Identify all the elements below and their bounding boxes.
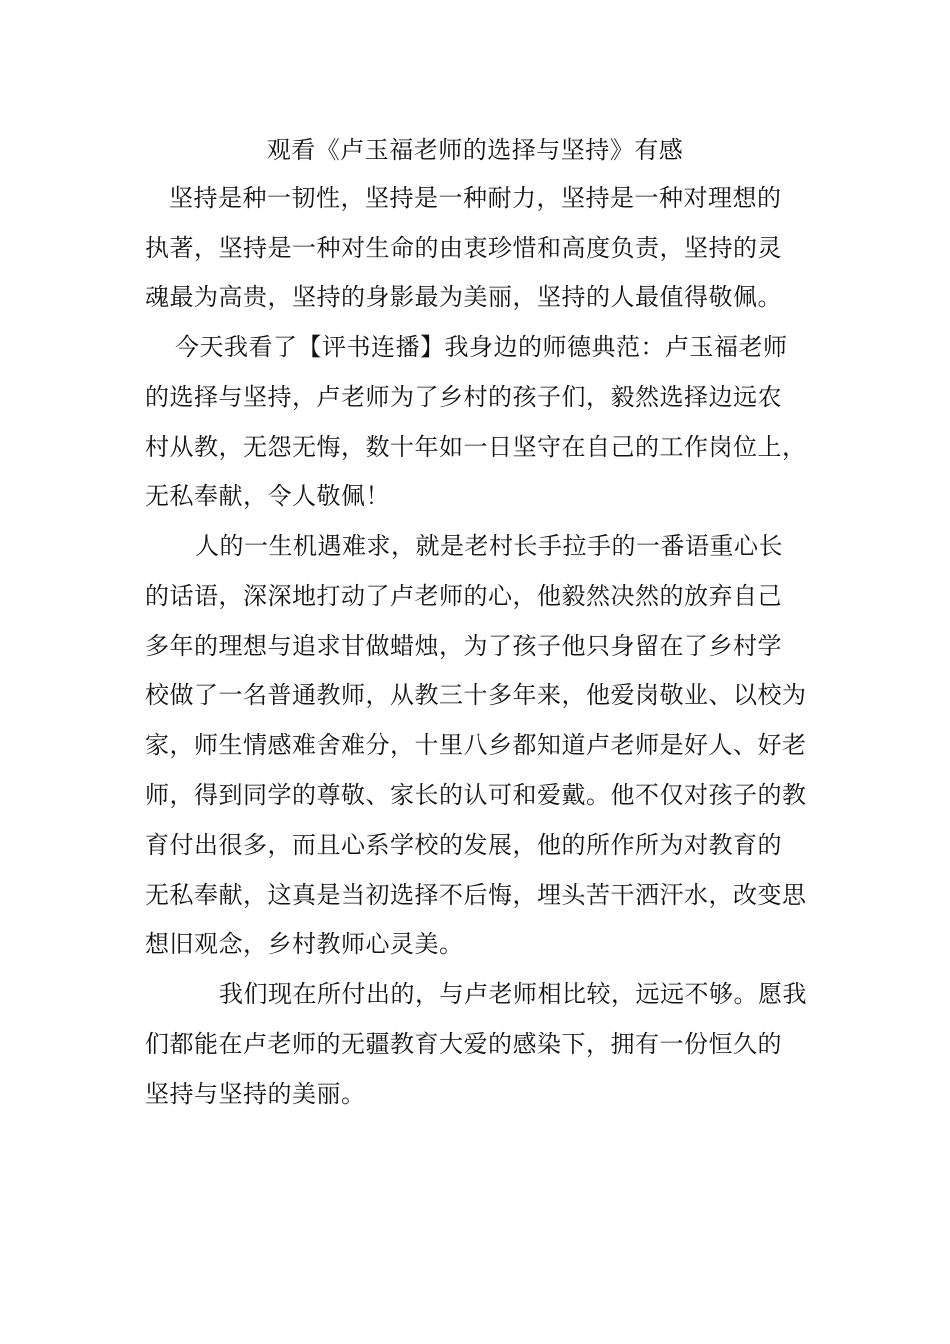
paragraph-2-line-1: 今天我看了【评书连播】我身边的师德典范：卢玉福老师 (175, 333, 788, 361)
paragraph-3-line-7: 育付出很多，而且心系学校的发展，他的所作所为对教育的 (145, 831, 782, 859)
paragraph-3-line-2: 的话语，深深地打动了卢老师的心，他毅然决然的放弃自己 (145, 582, 782, 610)
paragraph-3-line-9: 想旧观念，乡村教师心灵美。 (145, 930, 464, 958)
paragraph-3-line-5: 家，师生情感难舍难分，十里八乡都知道卢老师是好人、好老 (145, 731, 807, 759)
paragraph-3-line-1: 人的一生机遇难求，就是老村长手拉手的一番语重心长 (195, 532, 783, 560)
paragraph-4-line-3: 坚持与坚持的美丽。 (145, 1080, 366, 1108)
paragraph-2-line-2: 的选择与坚持，卢老师为了乡村的孩子们，毅然选择边远农 (145, 383, 782, 411)
document-title: 观看《卢玉福老师的选择与坚持》有感 (266, 136, 684, 164)
paragraph-1-line-3: 魂最为高贵，坚持的身影最为美丽，坚持的人最值得敬佩。 (145, 283, 782, 311)
paragraph-4-line-1: 我们现在所付出的，与卢老师相比较，远远不够。愿我 (219, 980, 807, 1008)
paragraph-3-line-6: 师，得到同学的尊敬、家长的认可和爱戴。他不仅对孩子的教 (145, 781, 807, 809)
paragraph-2-line-4: 无私奉献，令人敬佩！ (145, 482, 390, 510)
paragraph-3-line-4: 校做了一名普通教师，从教三十多年来，他爱岗敬业、以校为 (145, 681, 807, 709)
paragraph-3-line-3: 多年的理想与追求甘做蜡烛，为了孩子他只身留在了乡村学 (145, 632, 782, 660)
paragraph-2-line-3: 村从教，无怨无悔，数十年如一日坚守在自己的工作岗位上， (145, 433, 807, 461)
paragraph-1-line-2: 执著，坚持是一种对生命的由衷珍惜和高度负责，坚持的灵 (145, 234, 782, 262)
paragraph-1-line-1: 坚持是种一韧性，坚持是一种耐力，坚持是一种对理想的 (169, 184, 782, 212)
paragraph-4-line-2: 们都能在卢老师的无疆教育大爱的感染下，拥有一份恒久的 (145, 1030, 782, 1058)
paragraph-3-line-8: 无私奉献，这真是当初选择不后悔，埋头苦干洒汗水，改变思 (145, 881, 807, 909)
